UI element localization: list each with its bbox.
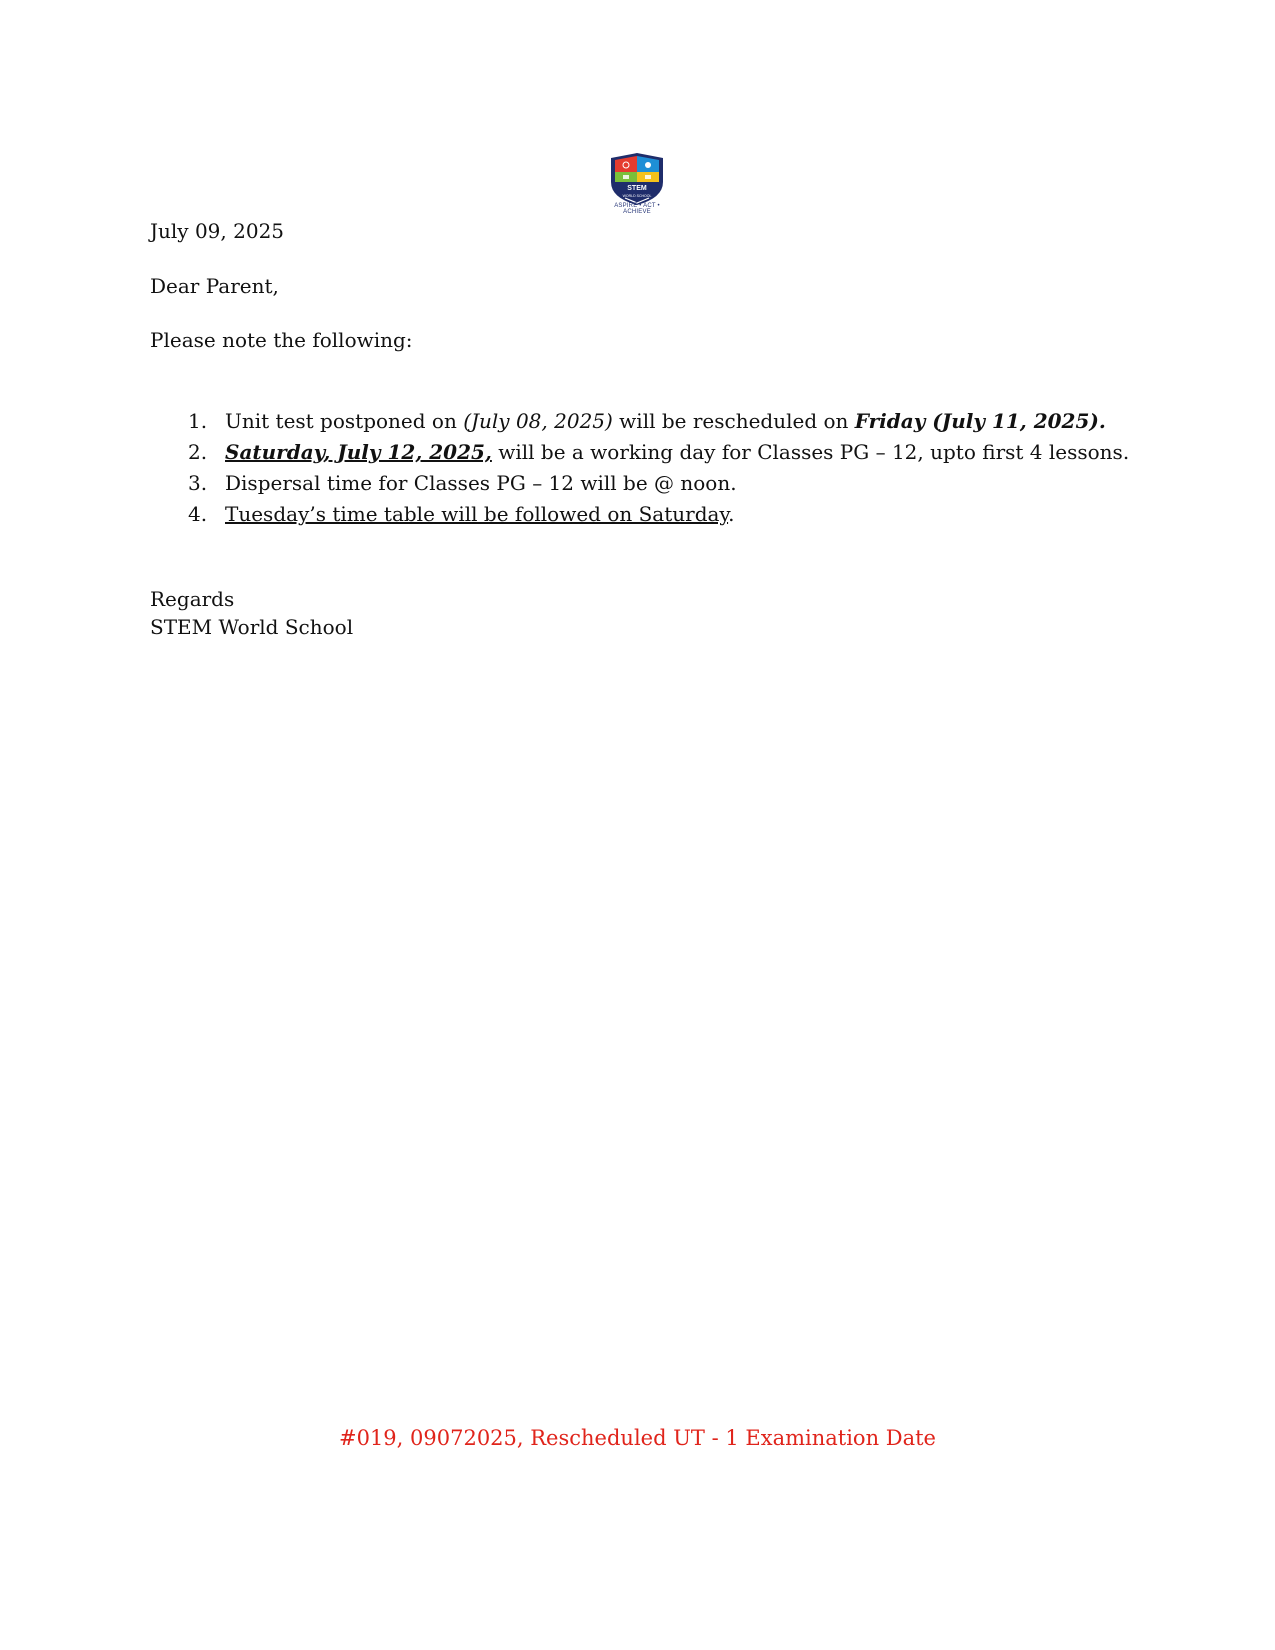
closing: Regards xyxy=(150,587,235,611)
item-text: will be a working day for Classes PG – 12, upto first 4 lessons. xyxy=(491,440,1130,464)
footer-reference: #019, 09072025, Rescheduled UT - 1 Examination Date xyxy=(338,1426,936,1450)
item-text: Dispersal time for Classes PG – 12 will be @ noon. xyxy=(225,471,737,495)
item-text: will be rescheduled on xyxy=(612,409,855,433)
salutation: Dear Parent, xyxy=(150,274,279,298)
logo-subtext: WORLD SCHOOL xyxy=(622,194,652,198)
timetable-note: Tuesday’s time table will be followed on Saturday xyxy=(225,502,729,526)
postponed-date: (July 08, 2025) xyxy=(463,409,613,433)
list-item xyxy=(150,437,1150,468)
working-day-date: Saturday, July 12, 2025, xyxy=(225,440,492,464)
notice-list xyxy=(150,406,1150,530)
item-text: . xyxy=(728,502,735,526)
item-text: Unit test postponed on xyxy=(225,409,464,433)
letter-date: July 09, 2025 xyxy=(150,219,285,243)
logo-text: STEM xyxy=(627,185,647,192)
signature: STEM World School xyxy=(150,615,354,639)
rescheduled-date: Friday (July 11, 2025). xyxy=(854,409,1106,433)
item-number: 2. xyxy=(188,440,208,464)
list-item xyxy=(150,406,1150,437)
logo-motto: ASPIRE • ACT • ACHIEVE xyxy=(614,203,660,215)
item-number: 1. xyxy=(188,409,208,433)
closing-block xyxy=(150,585,353,641)
item-number: 3. xyxy=(188,471,208,495)
list-item xyxy=(150,499,1150,530)
list-item xyxy=(150,468,1150,499)
item-number: 4. xyxy=(188,502,208,526)
intro-line: Please note the following: xyxy=(150,328,413,352)
